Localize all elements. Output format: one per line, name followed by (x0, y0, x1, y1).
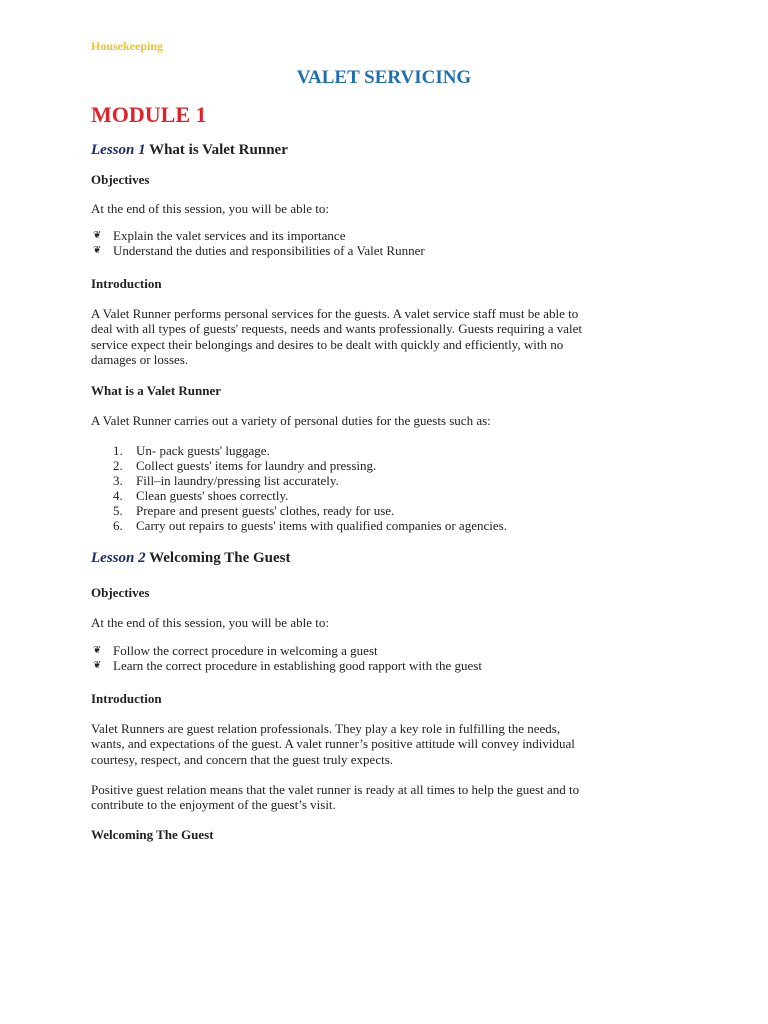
lesson-1-heading (91, 141, 288, 159)
page-title: VALET SERVICING (296, 67, 472, 88)
introduction-heading: Introduction (91, 276, 162, 291)
objective-item: Learn the correct procedure in establishing good rapport with the guest (113, 658, 482, 673)
list-number: 2. (113, 458, 123, 473)
intro-line: A Valet Runner performs personal services for the guests. A valet service staff must be able to (91, 306, 579, 321)
list-number: 3. (113, 473, 123, 488)
lesson-title: What is Valet Runner (149, 142, 288, 158)
objectives-heading: Objectives (91, 172, 150, 187)
lesson-title: Welcoming The Guest (149, 550, 291, 566)
list-number: 6. (113, 518, 123, 533)
what-heading: What is a Valet Runner (91, 383, 222, 398)
welcoming-heading: Welcoming The Guest (91, 827, 214, 842)
duty-item: Collect guests' items for laundry and pressing. (136, 458, 377, 473)
list-number: 1. (113, 443, 123, 458)
bullet-icon: ❦ (93, 230, 102, 241)
objective-item: Understand the duties and responsibilities of a Valet Runner (113, 243, 425, 258)
bullet-icon: ❦ (93, 645, 102, 656)
bullet-icon: ❦ (93, 245, 102, 256)
list-number: 5. (113, 503, 123, 518)
duty-item: Carry out repairs to guests' items with qualified companies or agencies. (136, 518, 507, 533)
intro-line: courtesy, respect, and concern that the guest truly expects. (91, 752, 394, 767)
intro-line: wants, and expectations of the guest. A valet runner’s positive attitude will convey individual (91, 736, 575, 751)
intro-line: deal with all types of guests' requests, needs and wants professionally. Guests requiring a valet (91, 321, 583, 336)
duty-item: Fill–in laundry/pressing list accurately. (136, 473, 339, 488)
paragraph-line: Positive guest relation means that the valet runner is ready at all times to help the guest and to (91, 782, 580, 797)
what-intro: A Valet Runner carries out a variety of personal duties for the guests such as: (91, 413, 491, 428)
duty-item: Un- pack guests' luggage. (136, 443, 270, 458)
bullet-icon: ❦ (93, 660, 102, 671)
objective-item: Explain the valet services and its importance (113, 228, 346, 243)
intro-line: service expect their belongings and desires to be dealt with quickly and efficiently, with no (91, 337, 564, 352)
introduction-heading: Introduction (91, 691, 162, 706)
objectives-intro: At the end of this session, you will be able to: (91, 201, 329, 216)
lesson-label: Lesson 2 (91, 550, 146, 566)
objectives-heading: Objectives (91, 585, 150, 600)
module-heading: MODULE 1 (91, 102, 207, 127)
list-number: 4. (113, 488, 123, 503)
duty-item: Clean guests' shoes correctly. (136, 488, 289, 503)
duty-item: Prepare and present guests' clothes, ready for use. (136, 503, 395, 518)
lesson-label: Lesson 1 (91, 142, 146, 158)
intro-line: Valet Runners are guest relation professionals. They play a key role in fulfilling the needs, (91, 721, 561, 736)
lesson-2-heading (91, 549, 290, 567)
header-label: Housekeeping (91, 39, 164, 53)
intro-line: damages or losses. (91, 352, 189, 367)
objective-item: Follow the correct procedure in welcoming a guest (113, 643, 378, 658)
objectives-intro: At the end of this session, you will be able to: (91, 615, 329, 630)
paragraph-line: contribute to the enjoyment of the guest’s visit. (91, 797, 336, 812)
